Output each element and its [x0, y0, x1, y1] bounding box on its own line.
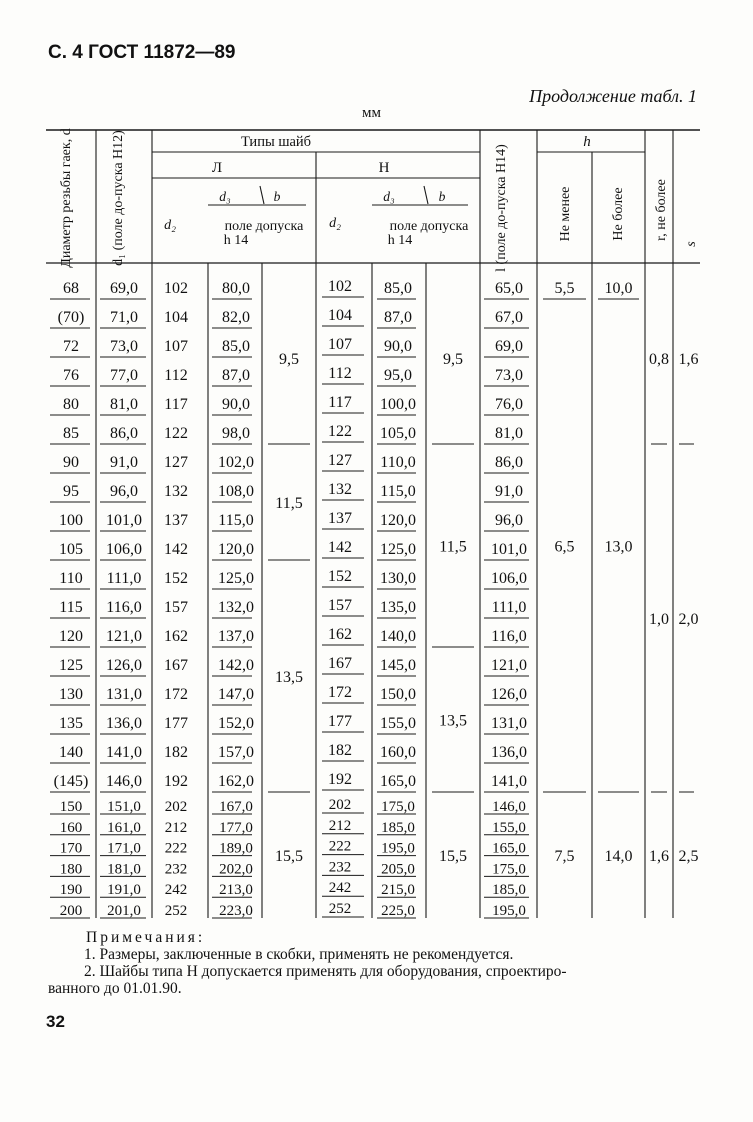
cell-l-d3: 213,0: [219, 882, 253, 899]
cell-l-d3: 115,0: [218, 512, 254, 529]
cell-h-min: 6,5: [554, 538, 575, 556]
header-l: l (поле до-пуска H14): [494, 144, 509, 272]
cell-l-d3: 108,0: [218, 483, 254, 500]
cell-n-d2: 202: [328, 797, 352, 813]
cell-l: 81,0: [495, 425, 523, 442]
cell-l-d2: 192: [164, 773, 188, 790]
header-type-n: Н: [378, 160, 390, 176]
cell-l-d2: 232: [164, 861, 188, 878]
cell-l: 101,0: [491, 541, 527, 558]
cell-thread-diameter: 72: [63, 338, 79, 355]
cell-d1: 77,0: [110, 367, 138, 384]
cell-d1: 136,0: [106, 715, 142, 732]
cell-n-d2: 212: [328, 817, 352, 834]
cell-n-d2: 152: [328, 568, 352, 585]
d3-b-divider: [424, 186, 428, 204]
cell-h-max: 13,0: [604, 538, 633, 556]
header-n-tolerance: поле допуска: [389, 219, 469, 234]
cell-n-d3: 105,0: [380, 425, 416, 442]
page-header: С. 4 ГОСТ 11872—89: [48, 42, 236, 63]
cell-n-d2: 232: [328, 859, 352, 876]
cell-thread-diameter: (70): [57, 309, 85, 326]
cell-d1: 96,0: [110, 483, 138, 500]
cell-l-d3: 189,0: [219, 840, 253, 857]
cell-n-d2: 102: [328, 278, 352, 295]
cell-n-d2: 127: [328, 452, 352, 469]
cell-l-d3: 147,0: [218, 686, 254, 703]
header-h: h: [583, 134, 591, 150]
cell-thread-diameter: 90: [63, 454, 79, 471]
cell-d1: 161,0: [107, 819, 141, 836]
cell-thread-diameter: 85: [63, 425, 79, 442]
cell-l-d2: 172: [164, 686, 188, 703]
header-n-d2: d₂: [329, 216, 341, 231]
cell-n-d2: 137: [328, 510, 352, 527]
cell-l: 185,0: [492, 882, 526, 899]
cell-l: 73,0: [495, 367, 523, 384]
cell-n-d3: 160,0: [380, 744, 416, 761]
cell-n-d3: 145,0: [380, 657, 416, 674]
cell-l-d3: 85,0: [222, 338, 250, 355]
cell-d1: 101,0: [106, 512, 142, 529]
cell-thread-diameter: 135: [59, 715, 83, 732]
cell-n-d2: 252: [328, 901, 352, 917]
note-2: 2. Шайбы типа Н допускается применять для оборудования, спроектиро-: [84, 963, 567, 980]
cell-n-d3: 150,0: [380, 686, 416, 703]
cell-l: 155,0: [492, 819, 526, 836]
cell-l-b: 15,5: [275, 848, 303, 865]
cell-thread-diameter: 140: [59, 744, 83, 761]
notes-block: [48, 929, 567, 997]
cell-n-d3: 135,0: [380, 599, 416, 616]
cell-d1: 141,0: [106, 744, 142, 761]
cell-n-d2: 142: [328, 539, 352, 556]
header-washer-types: Типы шайб: [240, 134, 312, 150]
cell-l-d3: 142,0: [218, 657, 254, 674]
cell-n-d3: 95,0: [384, 367, 412, 384]
cell-l-d3: 125,0: [218, 570, 254, 587]
cell-n-d2: 104: [328, 307, 352, 324]
cell-l-b: 13,5: [275, 669, 303, 686]
unit-label: мм: [362, 105, 381, 121]
cell-n-d3: 90,0: [384, 338, 412, 355]
cell-l: 146,0: [492, 799, 526, 815]
cell-l: 96,0: [495, 512, 523, 529]
cell-n-d3: 175,0: [381, 799, 415, 815]
cell-l-d2: 152: [164, 570, 188, 587]
cell-d1: 86,0: [110, 425, 138, 442]
cell-n-d2: 242: [328, 880, 352, 897]
cell-l-d2: 177: [164, 715, 188, 732]
cell-l: 131,0: [491, 715, 527, 732]
cell-thread-diameter: 76: [63, 367, 79, 384]
cell-h-min: 7,5: [554, 848, 575, 865]
cell-l-d3: 80,0: [222, 280, 250, 297]
cell-thread-diameter: (145): [53, 773, 89, 790]
cell-d1: 181,0: [107, 861, 141, 878]
cell-n-d3: 185,0: [381, 819, 415, 836]
cell-r: 0,8: [649, 351, 669, 368]
cell-l-d2: 127: [164, 454, 188, 471]
cell-l: 106,0: [491, 570, 527, 587]
cell-thread-diameter: 125: [59, 657, 83, 674]
cell-n-d3: 215,0: [381, 882, 415, 899]
cell-thread-diameter: 105: [59, 541, 83, 558]
cell-thread-diameter: 110: [59, 570, 83, 587]
cell-n-d2: 222: [328, 838, 352, 855]
cell-l-d2: 202: [164, 799, 188, 815]
cell-thread-diameter: 160: [59, 819, 83, 836]
cell-d1: 106,0: [106, 541, 142, 558]
table-continuation-label: Продолжение табл. 1: [529, 86, 697, 106]
cell-d1: 116,0: [106, 599, 142, 616]
cell-n-b: 15,5: [439, 848, 467, 865]
cell-l: 126,0: [491, 686, 527, 703]
cell-d1: 121,0: [106, 628, 142, 645]
cell-n-d3: 125,0: [380, 541, 416, 558]
cell-n-d2: 107: [328, 336, 352, 353]
cell-d1: 81,0: [110, 396, 138, 413]
cell-d1: 191,0: [107, 882, 141, 899]
cell-n-d3: 140,0: [380, 628, 416, 645]
cell-l: 121,0: [491, 657, 527, 674]
cell-n-d3: 205,0: [381, 861, 415, 878]
cell-thread-diameter: 170: [59, 840, 83, 857]
cell-l-d3: 177,0: [219, 819, 253, 836]
page-number: 32: [46, 1012, 65, 1031]
header-l-tolerance-class: h 14: [223, 233, 249, 248]
header-l-b: b: [273, 189, 281, 204]
cell-d1: 111,0: [106, 570, 142, 587]
cell-l: 141,0: [491, 773, 527, 790]
cell-l: 175,0: [492, 861, 526, 878]
note-1: 1. Размеры, заключенные в скобки, применять не рекомендуется.: [84, 946, 514, 963]
header-h-min: Не менее: [558, 186, 573, 242]
cell-n-b: 11,5: [439, 538, 467, 556]
header-l-d2: d₂: [164, 218, 176, 233]
cell-h-max: 14,0: [604, 848, 633, 865]
cell-l-d2: 132: [164, 483, 188, 500]
cell-l-d2: 142: [164, 541, 188, 558]
cell-n-d2: 132: [328, 481, 352, 498]
cell-d1: 151,0: [107, 799, 141, 815]
cell-n-d3: 225,0: [381, 903, 415, 919]
cell-l-d2: 112: [164, 367, 188, 384]
cell-l-d2: 212: [164, 819, 188, 836]
cell-n-d2: 167: [328, 655, 352, 672]
cell-s: 2,5: [678, 848, 699, 865]
cell-thread-diameter: 200: [59, 903, 83, 919]
cell-l-d2: 167: [164, 657, 188, 674]
cell-l-d2: 162: [164, 628, 188, 645]
cell-l-d3: 98,0: [222, 425, 250, 442]
cell-l-d3: 102,0: [218, 454, 254, 471]
cell-n-d2: 112: [328, 365, 352, 382]
cell-l-d3: 152,0: [218, 715, 254, 732]
cell-l-d2: 222: [164, 840, 188, 857]
cell-h-min: 5,5: [554, 280, 575, 297]
cell-l-d2: 107: [164, 338, 188, 355]
cell-n-d2: 172: [328, 684, 352, 701]
cell-thread-diameter: 190: [59, 882, 83, 899]
cell-l: 116,0: [491, 628, 527, 645]
header-s: s: [684, 241, 699, 247]
cell-n-d3: 85,0: [384, 280, 412, 297]
cell-thread-diameter: 100: [59, 512, 83, 529]
cell-l: 111,0: [491, 599, 527, 616]
cell-s: 2,0: [678, 611, 699, 628]
cell-l-d2: 117: [164, 396, 188, 413]
cell-thread-diameter: 130: [59, 686, 83, 703]
cell-n-d3: 120,0: [380, 512, 416, 529]
cell-l: 91,0: [495, 483, 523, 500]
cell-l-d3: 82,0: [222, 309, 250, 326]
header-n-d3: d₃: [383, 189, 395, 204]
cell-d1: 146,0: [106, 773, 142, 790]
cell-l-b: 11,5: [275, 495, 303, 512]
cell-d1: 126,0: [106, 657, 142, 674]
cell-l: 86,0: [495, 454, 523, 471]
cell-l: 136,0: [491, 744, 527, 761]
cell-l-d2: 242: [164, 882, 188, 899]
cell-n-d3: 87,0: [384, 309, 412, 326]
header-h-max: Не более: [611, 187, 626, 241]
cell-r: 1,6: [649, 848, 669, 865]
header-type-l: Л: [211, 160, 223, 176]
cell-n-d2: 177: [328, 713, 352, 730]
cell-n-d2: 162: [328, 626, 352, 643]
cell-l-d3: 120,0: [218, 541, 254, 558]
cell-s: 1,6: [678, 351, 699, 368]
cell-d1: 69,0: [110, 280, 138, 297]
cell-l-d3: 87,0: [222, 367, 250, 384]
cell-l-d3: 132,0: [218, 599, 254, 616]
cell-n-d3: 155,0: [380, 715, 416, 732]
cell-thread-diameter: 120: [59, 628, 83, 645]
cell-d1: 91,0: [110, 454, 138, 471]
cell-l-d3: 223,0: [219, 903, 253, 919]
header-d1: d₁ (поле до-пуска H12): [111, 130, 126, 266]
cell-n-d2: 122: [328, 423, 352, 440]
cell-l-d3: 90,0: [222, 396, 250, 413]
cell-d1: 171,0: [107, 840, 141, 857]
cell-l-d2: 104: [164, 309, 188, 326]
cell-l-b: 9,5: [279, 351, 299, 368]
cell-n-d2: 182: [328, 742, 352, 759]
header-n-tolerance-class: h 14: [387, 233, 413, 248]
cell-d1: 201,0: [107, 903, 141, 919]
cell-l: 65,0: [495, 280, 523, 297]
header-l-d3: d₃: [219, 189, 231, 204]
cell-l: 165,0: [492, 840, 526, 857]
note-2-continued: ванного до 01.01.90.: [48, 980, 182, 997]
cell-d1: 131,0: [106, 686, 142, 703]
cell-n-d2: 192: [328, 771, 352, 788]
cell-l-d2: 122: [164, 425, 188, 442]
cell-n-d3: 195,0: [381, 840, 415, 857]
cell-n-d3: 115,0: [380, 483, 416, 500]
cell-l-d3: 167,0: [219, 799, 253, 815]
cell-thread-diameter: 180: [59, 861, 83, 878]
cell-n-d3: 110,0: [380, 454, 416, 471]
cell-thread-diameter: 68: [63, 280, 79, 297]
cell-n-d3: 165,0: [380, 773, 416, 790]
cell-l-d2: 252: [164, 903, 188, 919]
cell-r: 1,0: [649, 611, 669, 628]
cell-n-d2: 157: [328, 597, 352, 614]
cell-n-d3: 130,0: [380, 570, 416, 587]
cell-l-d3: 202,0: [219, 861, 253, 878]
cell-h-max: 10,0: [604, 280, 633, 297]
notes-title: Примечания:: [86, 929, 206, 946]
header-thread-diameter: Диаметр резьбы гаек, d: [59, 128, 74, 268]
cell-thread-diameter: 150: [59, 799, 83, 815]
header-n-b: b: [438, 189, 446, 204]
header-r: r, не более: [654, 179, 669, 241]
cell-d1: 73,0: [110, 338, 138, 355]
cell-thread-diameter: 80: [63, 396, 79, 413]
cell-n-d3: 100,0: [380, 396, 416, 413]
cell-d1: 71,0: [110, 309, 138, 326]
cell-l-d2: 182: [164, 744, 188, 761]
cell-l-d2: 102: [164, 280, 188, 297]
cell-l: 69,0: [495, 338, 523, 355]
cell-l: 76,0: [495, 396, 523, 413]
cell-l-d2: 157: [164, 599, 188, 616]
cell-thread-diameter: 115: [59, 599, 83, 616]
cell-l-d3: 137,0: [218, 628, 254, 645]
cell-l-d3: 157,0: [218, 744, 254, 761]
cell-n-b: 9,5: [443, 351, 463, 368]
cell-n-b: 13,5: [439, 712, 467, 730]
cell-n-d2: 117: [328, 394, 352, 411]
cell-l-d3: 162,0: [218, 773, 254, 790]
cell-l: 67,0: [495, 309, 523, 326]
d3-b-divider: [260, 186, 264, 204]
cell-l-d2: 137: [164, 512, 188, 529]
cell-l: 195,0: [492, 903, 526, 919]
header-l-tolerance: поле допуска: [224, 219, 304, 234]
cell-thread-diameter: 95: [63, 483, 79, 500]
